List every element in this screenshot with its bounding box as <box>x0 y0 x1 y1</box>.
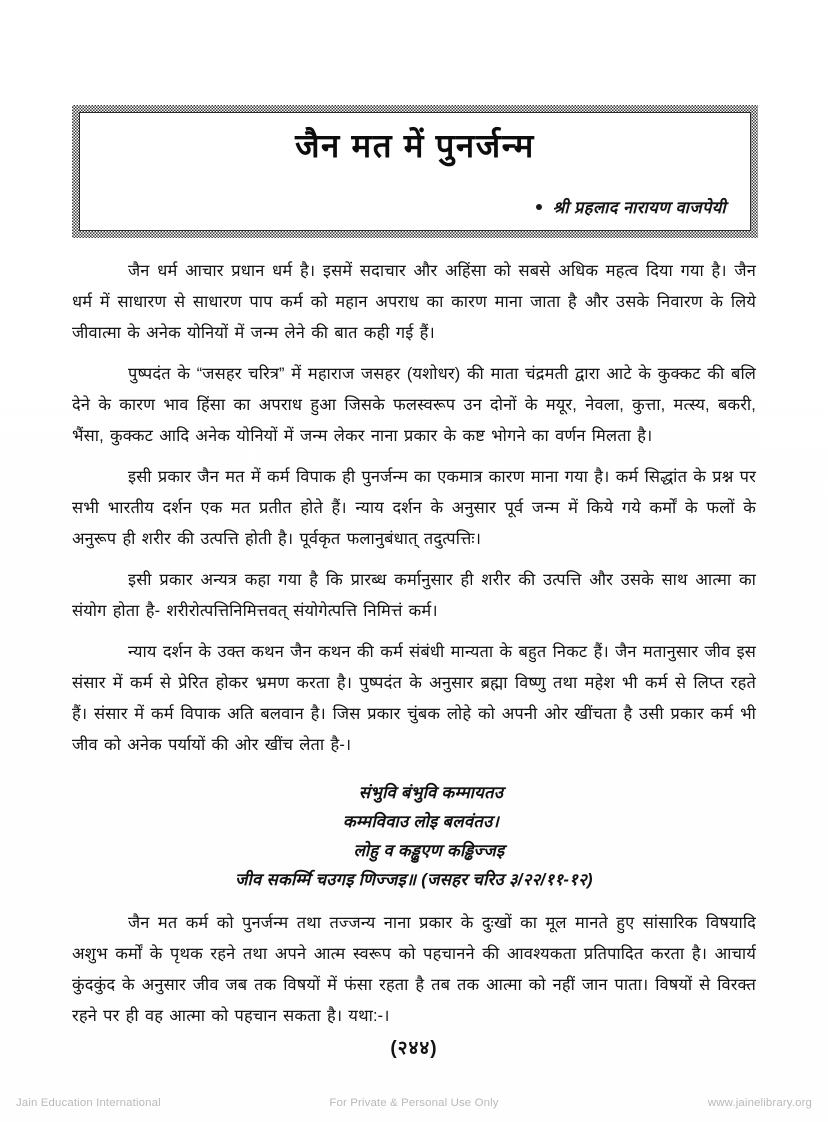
paragraph: इसी प्रकार अन्यत्र कहा गया है कि प्रारब्ध कर्मानुसार ही शरीर की उत्पत्ति और उसके साथ आत्मा का संयोग होता है- शरीरोत्पत्तिनिमित्तवत् संयोगेत्पत्ति निमित्तं कर्म। <box>72 571 756 620</box>
verse-line: लोहु व कड्ढुएण कड्ढिज्जइ <box>353 841 505 860</box>
footer-website: www.jainelibrary.org <box>707 1097 812 1109</box>
verse-quotation <box>72 778 756 894</box>
page-footer <box>0 1093 828 1113</box>
verse-line: संभुवि बंभुवि कम्मायतउ <box>358 783 504 802</box>
article-body <box>72 256 756 1032</box>
verse-line-with-citation: जीव सकर्म्मि चउगइ णिज्जइ॥ (जसहर चरिउ ३/२२/११-१२) <box>235 870 593 889</box>
author-name: श्री प्रहलाद नारायण वाजपेयी <box>552 199 726 217</box>
bullet-dot-icon <box>536 204 542 210</box>
paragraph: जैन धर्म आचार प्रधान धर्म है। इसमें सदाचार और अहिंसा को सबसे अधिक महत्व दिया गया है। जैन धर्म में साधारण से साधारण पाप कर्म को महान अपराध का कारण माना जाता है और उसके निवारण के लिये जीवात्मा के अनेक योनियों में जन्म लेने की बात कही गई हैं। <box>72 262 756 342</box>
title-banner-inner <box>79 112 751 231</box>
page-number: (२४४) <box>390 1038 438 1059</box>
paragraph: इसी प्रकार जैन मत में कर्म विपाक ही पुनर्जन्म का एकमात्र कारण माना गया है। कर्म सिद्धांत के प्रश्न पर सभी भारतीय दर्शन एक मत प्रतीत होते हैं। न्याय दर्शन के अनुसार पूर्व जन्म में किये गये कर्मों के फलों के अनुरूप ही शरीर की उत्पत्ति होती है। पूर्वकृत फलानुबंधात् तदुत्पत्तिः। <box>72 468 756 548</box>
paragraph: न्याय दर्शन के उक्त कथन जैन कथन की कर्म संबंधी मान्यता के बहुत निकट हैं। जैन मतानुसार जीव इस संसार में कर्म से प्रेरित होकर भ्रमण करता है। पुष्पदंत के अनुसार ब्रह्मा विष्णु तथा महेश भी कर्म से लिप्त रहते हैं। संसार में कर्म विपाक अति बलवान है। जिस प्रकार चुंबक लोहे को अपनी ओर खींचता है उसी प्रकार कर्म भी जीव को अनेक पर्यायों की ओर खींच लेता है-। <box>72 643 756 754</box>
footer-usage-notice: For Private & Personal Use Only <box>329 1097 499 1109</box>
paragraph: जैन मत कर्म को पुनर्जन्म तथा तज्जन्य नाना प्रकार के दुःखों का मूल मानते हुए सांसारिक विषयादि अशुभ कर्मों के पृथक रहने तथा अपने आत्म स्वरूप को पहचानने की आवश्यकता प्रतिपादित करता है। आचार्य कुंदकुंद के अनुसार जीव जब तक विषयों में फंसा रहता है तब तक आत्मा को नहीं जान पाता। विषयों से विरक्त रहने पर ही वह आत्मा को पहचान सकता है। यथा:-। <box>72 914 756 1025</box>
author-byline <box>536 195 726 218</box>
verse-line: कम्मविवाउ लोइ बलवंतउ। <box>342 812 500 831</box>
footer-publisher: Jain Education International <box>16 1097 161 1109</box>
title-banner <box>72 105 758 238</box>
page-title: जैन मत में पुनर्जन्म <box>295 127 535 164</box>
paragraph: पुष्पदंत के “जसहर चरित्र” में महाराज जसहर (यशोधर) की माता चंद्रमती द्वारा आटे के कुक्कट की बलि देने के कारण भाव हिंसा का अपराध हुआ जिसके फलस्वरूप उन दोनों के मयूर, नेवला, कुत्ता, मत्स्य, बकरी, भैंसा, कुक्कट आदि अनेक योनियों में जन्म लेकर नाना प्रकार के कष्ट भोगने का वर्णन मिलता है। <box>72 365 756 445</box>
